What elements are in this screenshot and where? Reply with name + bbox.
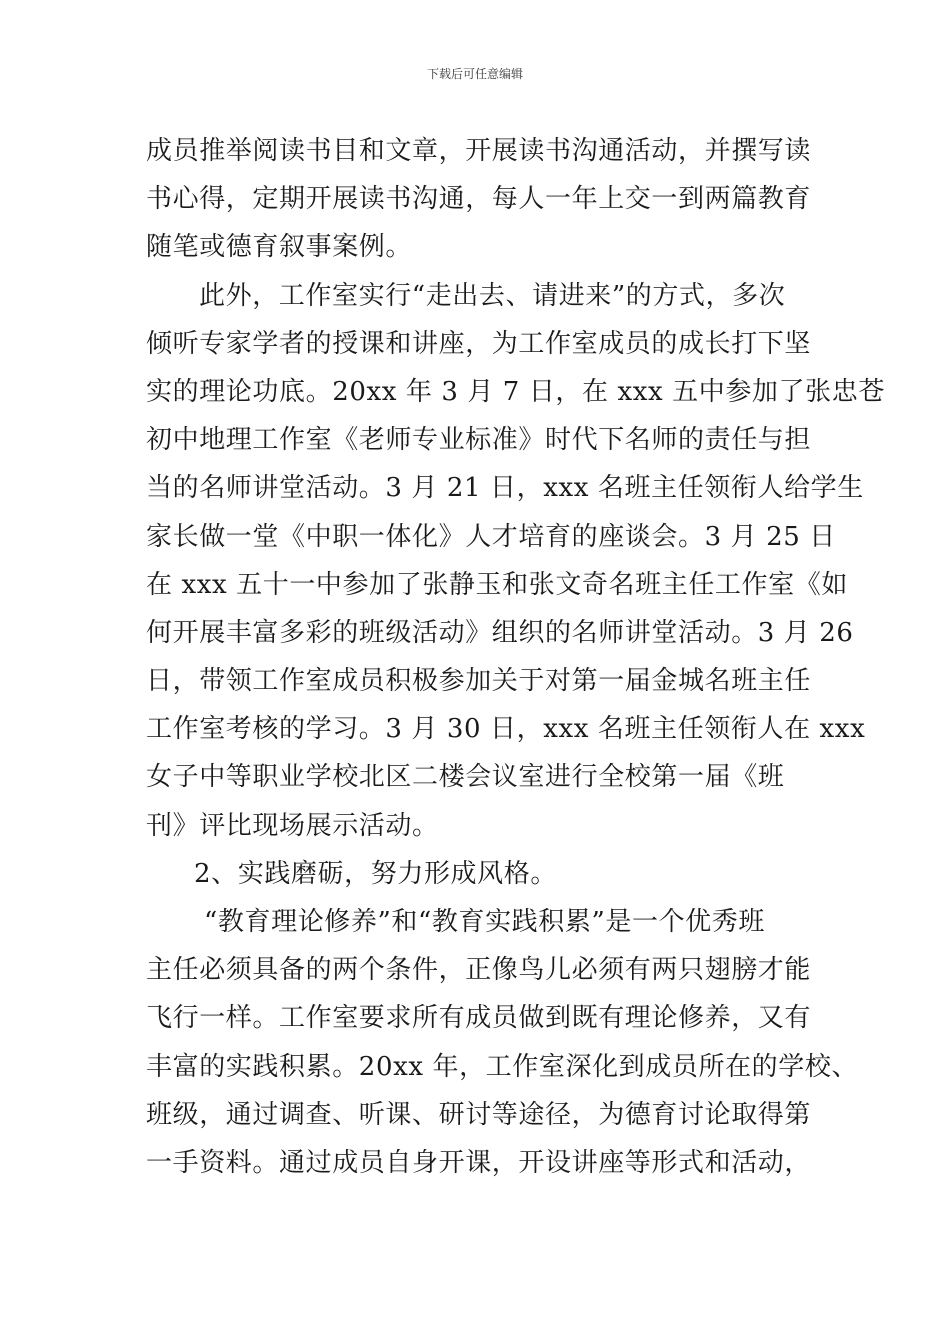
body-line: 丰富的实践积累。20xx 年，工作室深化到成员所在的学校、 — [146, 1051, 859, 1082]
body-line: 家长做一堂《中职一体化》人才培育的座谈会。3 月 25 日 — [146, 521, 836, 552]
body-line: 成员推举阅读书目和文章，开展读书沟通活动，并撰写读 — [146, 136, 812, 166]
body-line: 书心得，定期开展读书沟通，每人一年上交一到两篇教育 — [146, 184, 812, 215]
body-line: 倾听专家学者的授课和讲座，为工作室成员的成长打下坚 — [146, 328, 812, 359]
body-line: 飞行一样。工作室要求所有成员做到既有理论修养，又有 — [146, 1003, 812, 1034]
body-line: 初中地理工作室《老师专业标准》时代下名师的责任与担 — [146, 425, 812, 456]
body-line: 工作室考核的学习。3 月 30 日，xxx 名班主任领衔人在 xxx — [146, 714, 866, 745]
body-line: 在 xxx 五十一中参加了张静玉和张文奇名班主任工作室《如 — [146, 569, 848, 600]
page-header: 下载后可任意编辑 — [426, 67, 523, 81]
body-line: 日，带领工作室成员积极参加关于对第一届金城名班主任 — [146, 666, 812, 697]
section-heading: 2、实践磨砺，努力形成风格。 — [194, 858, 557, 889]
body-line: 何开展丰富多彩的班级活动》组织的名师讲堂活动。3 月 26 — [146, 617, 854, 648]
body-line: 一手资料。通过成员自身开课，开设讲座等形式和活动， — [146, 1147, 812, 1178]
body-line: 刊》评比现场展示活动。 — [146, 810, 439, 841]
body-line: 女子中等职业学校北区二楼会议室进行全校第一届《班 — [146, 762, 785, 793]
body-line: 随笔或德育叙事案例。 — [146, 232, 413, 263]
body-line: 班级，通过调查、听课、研讨等途径，为德育讨论取得第 — [146, 1099, 812, 1130]
body-line: 当的名师讲堂活动。3 月 21 日，xxx 名班主任领衔人给学生 — [146, 473, 864, 504]
body-line: “教育理论修养”和“教育实践积累”是一个优秀班 — [204, 907, 765, 937]
body-line: 此外，工作室实行“走出去、请进来”的方式，多次 — [199, 280, 786, 311]
document-body — [146, 127, 885, 1187]
body-line: 主任必须具备的两个条件，正像鸟儿必须有两只翅膀才能 — [146, 955, 812, 986]
body-line: 实的理论功底。20xx 年 3 月 7 日，在 xxx 五中参加了张忠苍 — [146, 376, 885, 407]
